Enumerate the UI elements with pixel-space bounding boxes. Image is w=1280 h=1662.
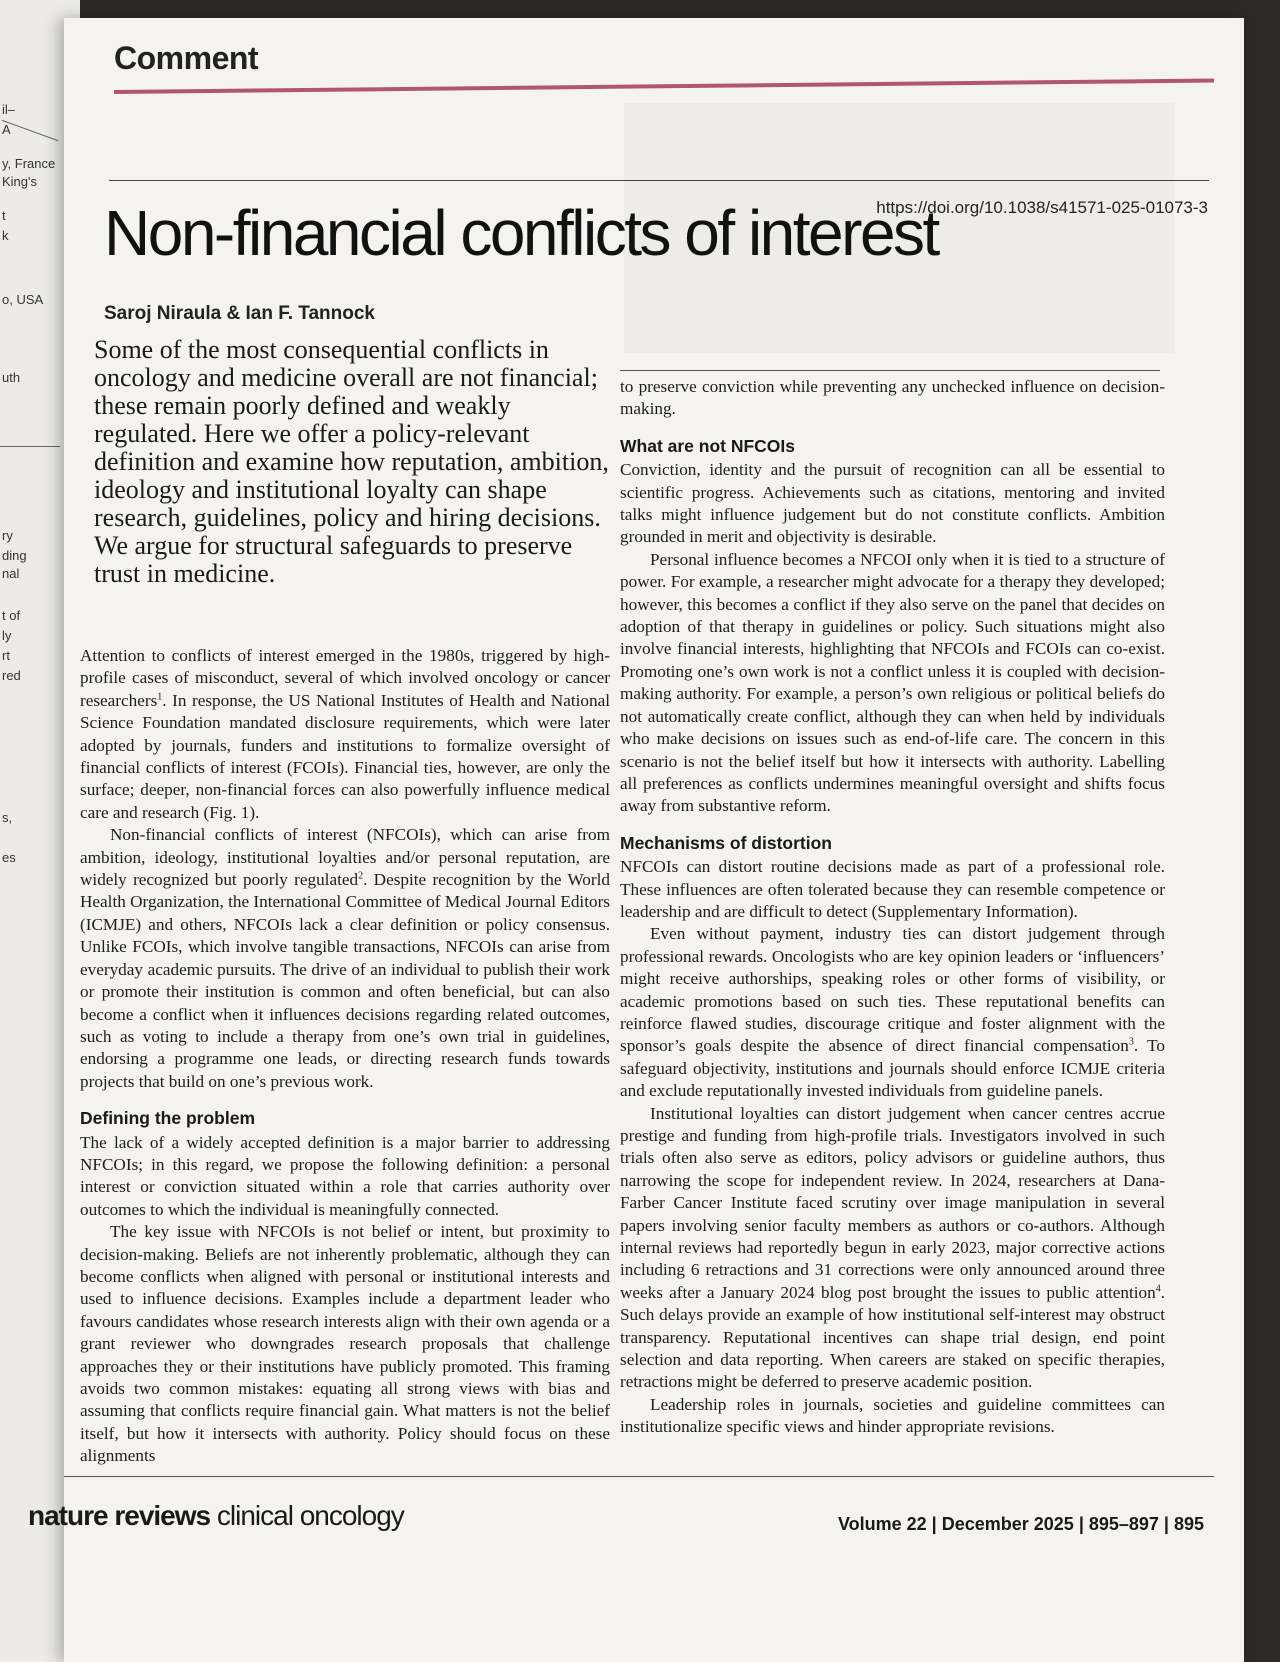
- prev-page-fragment: ding: [2, 548, 27, 563]
- prev-page-fragment: ly: [2, 628, 12, 643]
- article-authors: Saroj Niraula & Ian F. Tannock: [104, 303, 375, 324]
- prev-page-fragment: nal: [2, 566, 20, 581]
- section-heading: Mechanisms of distortion: [620, 832, 832, 853]
- accent-rule: [114, 78, 1214, 94]
- journal-name-light: clinical oncology: [216, 1500, 404, 1531]
- body-paragraph: to preserve conviction while preventing any unchecked influence on decision-making.: [620, 377, 1165, 419]
- reference-marker[interactable]: 4: [1155, 1283, 1161, 1295]
- prev-page-fragment: y, France: [2, 156, 56, 171]
- body-paragraph: Personal influence becomes a NFCOI only when it is tied to a structure of power. For example, a researcher might advocate for a therapy they developed; however, this becomes a conflict if they also serve on the panel that decides on adoption of that therapy in guidelines or policy. Such situations might also involve financial interests, highlighting that NFCOIs and FCOIs can co-exist. Promoting one’s own work is not a conflict unless it is coupled with decision-making authority. For example, a person’s own religious or political beliefs do not automatically create conflict, although they can when held by individuals who make decisions on issues such as end-of-life care. The concern in this scenario is not the belief itself but how it intersects with authority. Labelling all preferences as conflicts undermines meaningful oversight and shifts focus away from substantive reform.: [620, 549, 1165, 816]
- reference-marker[interactable]: 2: [358, 870, 364, 882]
- prev-page-rule: [0, 446, 60, 447]
- doi-link[interactable]: https://doi.org/10.1038/s41571-025-01073-3: [876, 198, 1208, 217]
- prev-page-fragment: rt: [2, 648, 10, 663]
- body-paragraph: Attention to conflicts of interest emerged in the 1980s, triggered by high-profile cases of misconduct, several of which involved oncology or cancer researchers$^1$. In response, the US National Institutes of Health and National Science Foundation mandated disclosure requirements, which were later adopted by journals, funders and institutions to formalize oversight of financial conflicts of interest (FCOIs). Financial ties, however, are only the surface; deeper, non-financial forces can also powerfully influence medical care and research (Fig. 1).: [80, 646, 610, 822]
- body-paragraph: The key issue with NFCOIs is not belief or intent, but proximity to decision-making. Beliefs are not inherently problematic, although they can become conflicts when aligned with personal or institutional interests and used to influence decisions. Examples include a department leader who favours candidates whose research interests align with their own agenda or a grant reviewer who downgrades research proposals that challenge approaches they or their institutions have publicly promoted. This framing avoids two common mistakes: equating all strong views with bias and assuming that conflicts require financial gain. What matters is not the belief itself, but how it intersects with authority. Policy should focus on these alignments: [80, 1222, 610, 1466]
- prev-page-fragment: t of: [2, 608, 21, 623]
- reference-marker[interactable]: 1: [157, 691, 163, 703]
- prev-page-fragment: t: [2, 208, 6, 223]
- prev-page-fragment: King's: [2, 174, 38, 189]
- prev-page-fragment: ry: [2, 528, 13, 543]
- body-paragraph: Leadership roles in journals, societies and guideline committees can institutionalize specific views and hinder appropriate revisions.: [620, 1394, 1165, 1437]
- reference-marker[interactable]: 3: [1128, 1036, 1134, 1048]
- prev-page-fragment: A: [2, 122, 11, 137]
- prev-page-fragment: red: [2, 668, 21, 683]
- title-rule: [109, 180, 1209, 181]
- volume-info: Volume 22 | December 2025 | 895–897 | 895: [837, 1514, 1204, 1534]
- body-paragraph: Institutional loyalties can distort judgement when cancer centres accrue prestige and funding from high-profile trials. Investigators involved in such trials often also serve as editors, policy advisors or guideline authors, thus narrowing the scope for independent review. In 2024, researchers at Dana-Farber Cancer Institute faced scrutiny over image manipulation in several papers involving senior faculty members as authors or co-authors. Although internal reviews had reportedly begun in early 2023, major corrective actions including 6 retractions and 31 corrections were only announced around three weeks after a January 2024 blog post brought the issues to public attention$^4$. Such delays provide an example of how institutional self-interest may obstruct transparency. Reputational incentives can shape trial design, end point selection and data reporting. When careers are staked on specific therapies, retractions might be deferred to preserve academic position.: [620, 1103, 1165, 1392]
- prev-page-fragment: s,: [2, 810, 13, 825]
- right-column: [620, 376, 1165, 1439]
- journal-name: [28, 1500, 404, 1532]
- footer-rule: [64, 1476, 1214, 1477]
- body-paragraph: The lack of a widely accepted definition is a major barrier to addressing NFCOIs; in this regard, we propose the following definition: a personal interest or conviction situated within a role that carries authority over outcomes to which the individual is meaningfully connected.: [80, 1132, 610, 1219]
- article-title: Non-financial conflicts of interest: [104, 197, 938, 269]
- prev-page-fragment: uth: [2, 370, 21, 385]
- column-rule: [620, 370, 1160, 371]
- section-label: Comment: [114, 40, 259, 76]
- prev-page-fragment: es: [2, 850, 16, 865]
- body-paragraph: Conviction, identity and the pursuit of recognition can all be essential to scientific progress. Achievements such as citations, mentoring and invited talks might influence judgement but do not constitute conflicts. Ambition grounded in merit and objectivity is desirable.: [620, 460, 1165, 547]
- article-standfirst: Some of the most consequential conflicts in oncology and medicine overall are not financial; these remain poorly defined and weakly regulated. Here we offer a policy-relevant definition and examine how reputation, ambition, ideology and institutional loyalty can shape research, guidelines, policy and hiring decisions. We argue for structural safeguards to preserve trust in medicine.: [94, 335, 609, 588]
- prev-page-fragment: k: [2, 228, 9, 243]
- prev-page-fragment: il–: [2, 102, 16, 117]
- prev-page-fragment: o, USA: [2, 292, 44, 307]
- body-paragraph: NFCOIs can distort routine decisions made as part of a professional role. These influences are often tolerated because they can resemble competence or leadership and are difficult to detect (Supplementary Information).: [620, 857, 1165, 921]
- section-heading: What are not NFCOIs: [620, 435, 796, 456]
- left-column: [80, 645, 610, 1468]
- body-paragraph: Non-financial conflicts of interest (NFCOIs), which can arise from ambition, ideology, institutional loyalties and/or personal reputation, are widely recognized but poorly regulated$^2$. Despite recognition by the World Health Organization, the International Committee of Medical Journal Editors (ICMJE) and others, NFCOIs lack a clear definition or policy consensus. Unlike FCOIs, which involve tangible transactions, NFCOIs can arise from everyday academic pursuits. The drive of an individual to publish their work or promote their institution is common and often beneficial, but can also become a conflict when it influences decisions regarding related outcomes, such as voting to include a therapy from one’s own trial in guidelines, endorsing a programme one leads, or directing research funds towards projects that build on one’s previous work.: [80, 825, 610, 1091]
- section-heading: Defining the problem: [80, 1108, 255, 1129]
- body-paragraph: Even without payment, industry ties can distort judgement through professional rewards. Oncologists who are key opinion leaders or ‘influencers’ might receive authorships, speaking roles or other forms of visibility, or academic promotions based on such ties. These reputational benefits can reinforce flawed studies, discourage critique and foster alignment with the sponsor’s goals despite the absence of direct financial compensation$^3$. To safeguard objectivity, institutions and journals should enforce ICMJE criteria and exclude reputationally invested individuals from guideline panels.: [620, 924, 1165, 1101]
- journal-name-bold: nature reviews: [28, 1500, 211, 1531]
